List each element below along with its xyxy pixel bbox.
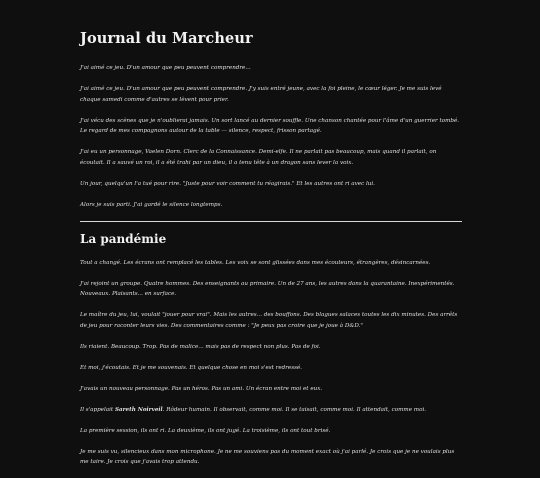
journal-content	[80, 30, 462, 478]
intro-paragraph: J'ai eu un personnage, Vaelen Dorn. Clerc de la Connaissance. Demi-elfe. Il ne parlait pas beaucoup, mais quand il parlait, on écoutait. Il a sauvé un roi, il a été trahi par un dieu, il a tenu tête à un dragon sans lever la voix.	[80, 149, 437, 166]
section-paragraph: Le maître du jeu, lui, voulait "jouer pour vrai". Mais les autres... des bouffons. Des blagues salaces toutes les dix minutes. Des arrêts de jeu pour raconter leurs vies. Des commentaires comme : "Je peux pas croire que je joue à D&D."	[80, 312, 458, 329]
section-title: La pandémie	[80, 231, 167, 246]
intro-paragraph: J'ai aimé ce jeu. D'un amour que peu peuvent comprendre. J'y suis entré jeune, avec la foi pleine, le cœur léger. Je me suis levé chaque samedi comme d'autres se lèvent pour prier.	[80, 86, 442, 103]
intro-paragraph: Un jour, quelqu'un l'a tué pour rire. "Juste pour voir comment tu réagirais." Et les autres ont ri avec lui.	[80, 180, 375, 187]
section-paragraph: Ils riaient. Beaucoup. Trop. Pas de malice... mais pas de respect non plus. Pas de foi.	[80, 343, 321, 350]
section-paragraph: J'avais un nouveau personnage. Pas un héros. Pas un ami. Un écran entre moi et eux.	[80, 385, 323, 392]
intro-paragraph: Alors je suis parti. J'ai gardé le silence longtemps.	[80, 201, 223, 208]
character-name: Sareth Noirveil	[114, 406, 163, 413]
section-paragraph	[80, 405, 462, 416]
section-paragraph: Je me suis vu, silencieux dans mon microphone. Je ne me souviens pas du moment exact où j'ai parlé. Je crois que je ne voulais plus me taire. Je crois que j'avais trop attendu.	[80, 448, 455, 465]
intro-paragraph: J'ai vécu des scènes que je n'oublierai jamais. Un sort lancé au dernier souffle. Une chanson chantée pour l'âme d'un guerrier tombé. Le regard de mes compagnons autour de la table — silence, respect, frisson partagé.	[80, 117, 460, 134]
paragraph-text: Il s'appelait	[80, 406, 115, 413]
section-paragraph: Tout a changé. Les écrans ont remplacé les tables. Les voix se sont glissées dans mes écouteurs, étrangères, désincarnées.	[80, 259, 431, 266]
section-paragraph: J'ai rejoint un groupe. Quatre hommes. Des enseignants au primaire. Un de 27 ans, les autres dans la quarantaine. Inexpérimentés. Nouveaux. Plaisants... en surface.	[80, 280, 455, 297]
intro-paragraph: J'ai aimé ce jeu. D'un amour que peu peuvent comprendre...	[80, 65, 251, 71]
section-divider	[80, 221, 462, 222]
section-paragraph: Et moi, j'écoutais. Et je me souvenais. Et quelque chose en moi s'est redressé.	[80, 364, 303, 371]
paragraph-text: . Rôdeur humain. Il observait, comme moi. Il se taisait, comme moi. Il attendait, comme moi.	[162, 406, 427, 413]
section-paragraph: La première session, ils ont ri. La deuxième, ils ont jugé. La troisième, ils ont tout brisé.	[80, 427, 331, 434]
page-title: Journal du Marcheur	[80, 30, 253, 47]
